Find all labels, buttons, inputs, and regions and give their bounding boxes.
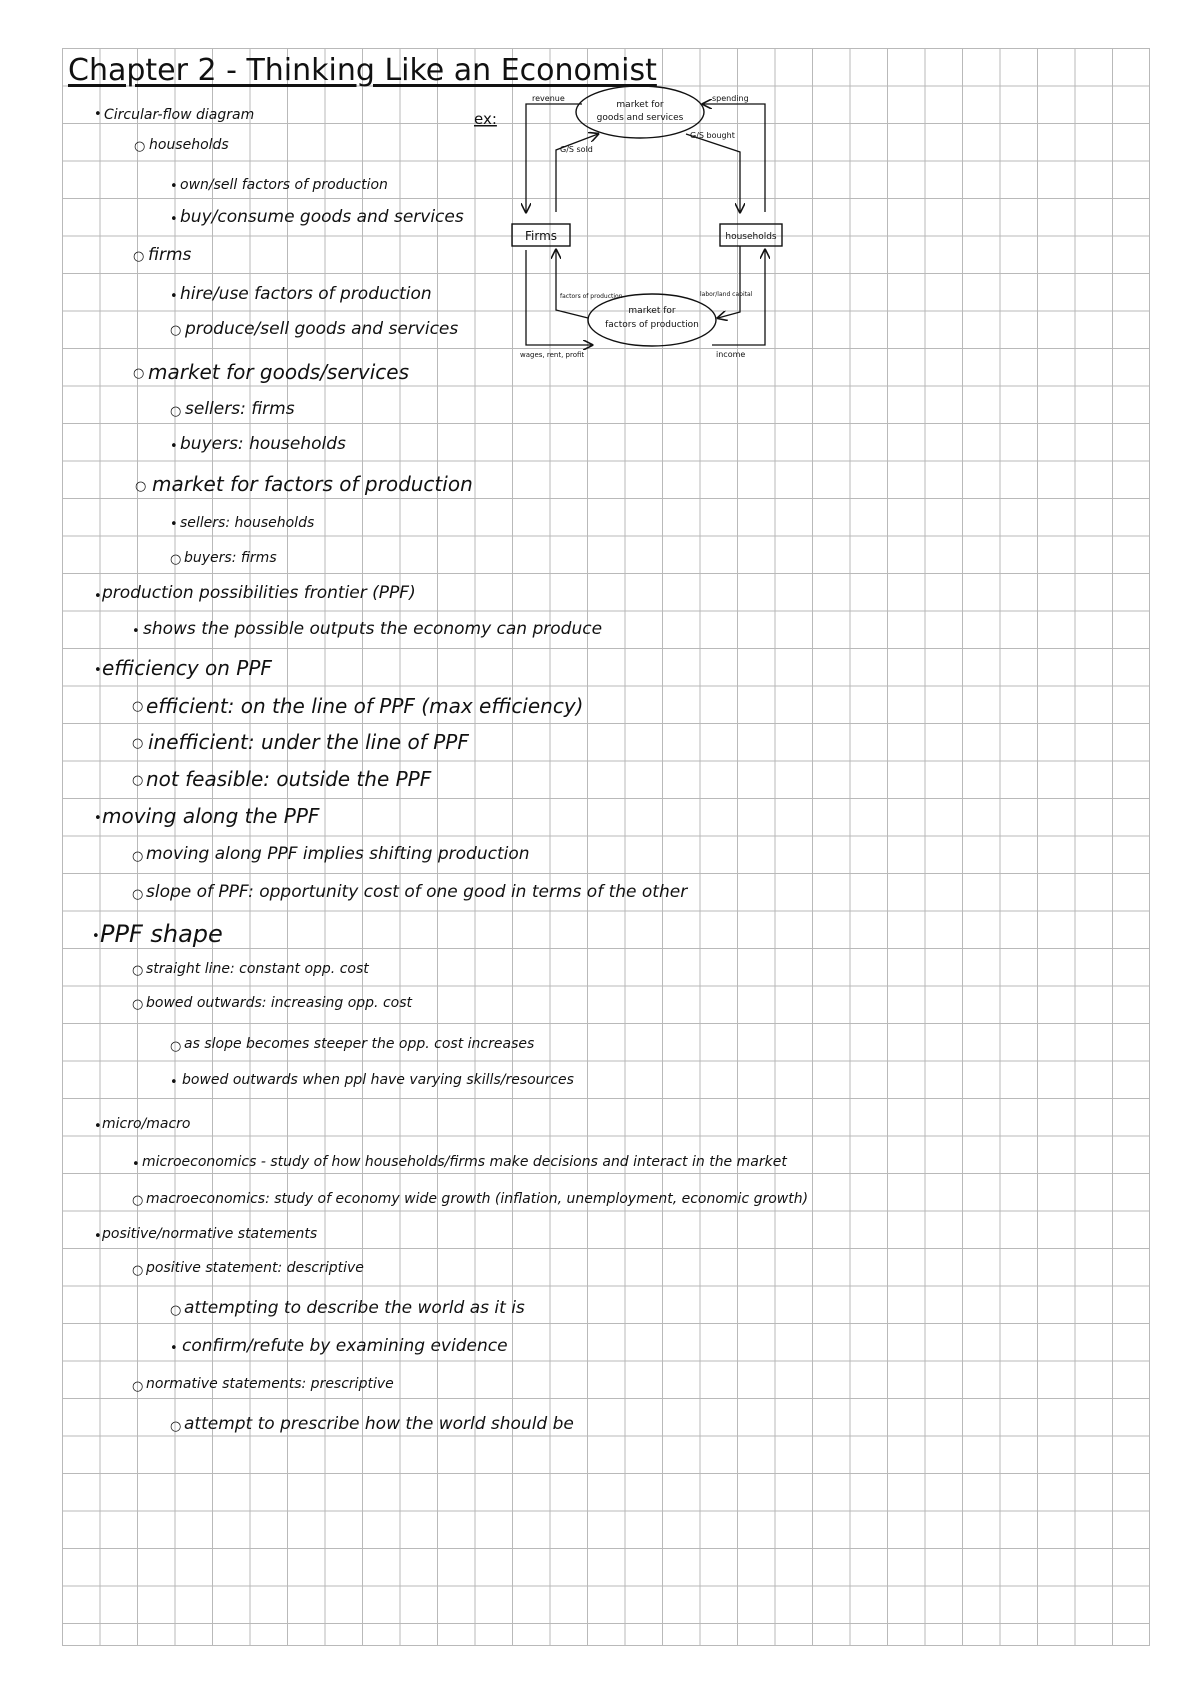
bullet-dot: • [170,517,178,532]
note-line: households [149,137,229,153]
bullet-circle: ○ [170,1419,182,1434]
note-line: slope of PPF: opportunity cost of one good in terms of the other [146,882,688,902]
note-line: sellers: households [180,515,315,531]
spending-label: spending [712,94,749,103]
note-line: attempt to prescribe how the world should be [184,1414,574,1434]
note-line: attempting to describe the world as it is [184,1298,525,1318]
bullet-dot: • [132,624,140,639]
bullet-dot: • [92,929,100,944]
note-line: Circular-flow diagram [104,107,255,123]
bullet-dot: • [170,212,178,227]
note-line: produce/sell goods and services [185,319,459,339]
note-line: buyers: firms [184,550,277,566]
goods-market-ellipse [576,86,704,138]
bullet-dot: • [94,589,102,604]
spending-flow [703,104,765,212]
gs-bought-label: G/S bought [690,131,735,140]
note-line: moving along the PPF [102,804,320,828]
goods-market-label-2: goods and services [596,113,684,123]
factors-of-production-flow [556,250,588,318]
note-line: positive statement: descriptive [146,1260,364,1276]
revenue-flow [526,104,582,212]
note-line: micro/macro [102,1116,191,1132]
example-label: ex: [474,110,497,128]
labor-land-capital-label: labor/land capital [700,291,753,298]
bullet-circle: ○ [170,404,182,419]
bullet-circle: ○ [132,1263,144,1278]
firms-label: Firms [524,229,558,243]
bullet-dot: • [170,179,178,194]
bullet-circle: ○ [132,1379,144,1394]
note-line: normative statements: prescriptive [146,1376,394,1392]
bullet-dot: • [170,1341,178,1356]
gs-sold-label: G/S sold [560,145,593,154]
factors-market-label-2: factors of production [605,320,699,330]
note-line: confirm/refute by examining evidence [182,1336,508,1356]
note-line: bowed outwards: increasing opp. cost [146,995,412,1011]
note-line: not feasible: outside the PPF [146,767,432,791]
bullet-circle: ○ [170,323,182,338]
bullet-dot: • [94,811,102,826]
bullet-dot: • [94,1229,102,1244]
note-line: own/sell factors of production [180,177,388,193]
factors-of-production-label: factors of production [560,293,623,300]
bullet-circle: ○ [132,773,144,788]
note-line: as slope becomes steeper the opp. cost increases [184,1036,535,1052]
factors-market-label-1: market for [628,306,676,316]
bullet-dot: • [132,1157,140,1172]
note-line: bowed outwards when ppl have varying skills/resources [182,1072,574,1088]
bullet-dot: • [170,289,178,304]
bullet-circle: ○ [170,552,182,567]
income-label: income [716,350,746,359]
bullet-circle: ○ [132,997,144,1012]
bullet-dot: • [170,439,178,454]
note-line: efficient: on the line of PPF (max efficiency) [146,694,584,718]
note-line: inefficient: under the line of PPF [148,730,469,754]
bullet-circle: ○ [132,887,144,902]
note-line: microeconomics - study of how households/firms make decisions and interact in the market [142,1154,787,1170]
bullet-circle: ○ [132,1193,144,1208]
note-line: hire/use factors of production [180,284,432,304]
bullet-circle: ○ [133,366,145,381]
note-line: market for goods/services [148,360,409,384]
note-line: buyers: households [180,434,346,454]
wages-rent-profit-label: wages, rent, profit [520,351,585,359]
revenue-label: revenue [532,94,565,103]
bullet-circle: ○ [132,849,144,864]
note-line: PPF shape [100,920,223,948]
note-line: efficiency on PPF [102,656,272,680]
bullet-circle: ○ [132,736,144,751]
bullet-dot: • [94,1119,102,1134]
bullet-circle: ○ [133,249,145,264]
bullet-circle: ○ [170,1303,182,1318]
households-label: households [725,232,777,242]
note-line: production possibilities frontier (PPF) [102,583,416,603]
bullet-circle: ○ [132,699,144,714]
note-line: market for factors of production [152,472,473,496]
bullet-circle: ○ [132,963,144,978]
note-line: sellers: firms [185,399,295,419]
bullet-circle: ○ [135,479,147,494]
note-line: firms [148,245,192,265]
bullet-circle: ○ [170,1039,182,1054]
note-line: shows the possible outputs the economy can produce [143,619,603,639]
note-line: moving along PPF implies shifting production [146,844,530,864]
note-line: buy/consume goods and services [180,207,464,227]
note-line: macroeconomics: study of economy wide growth (inflation, unemployment, economic growth) [146,1191,809,1207]
note-line: positive/normative statements [102,1226,318,1242]
note-line: straight line: constant opp. cost [146,961,369,977]
bullet-dot: • [94,107,102,122]
bullet-dot: • [170,1075,178,1090]
labor-land-capital-flow [718,246,740,318]
page-title: Chapter 2 - Thinking Like an Economist [68,53,657,88]
gs-bought-flow [686,134,740,212]
bullet-circle: ○ [134,139,146,154]
goods-market-label-1: market for [616,100,664,110]
bullet-dot: • [94,663,102,678]
